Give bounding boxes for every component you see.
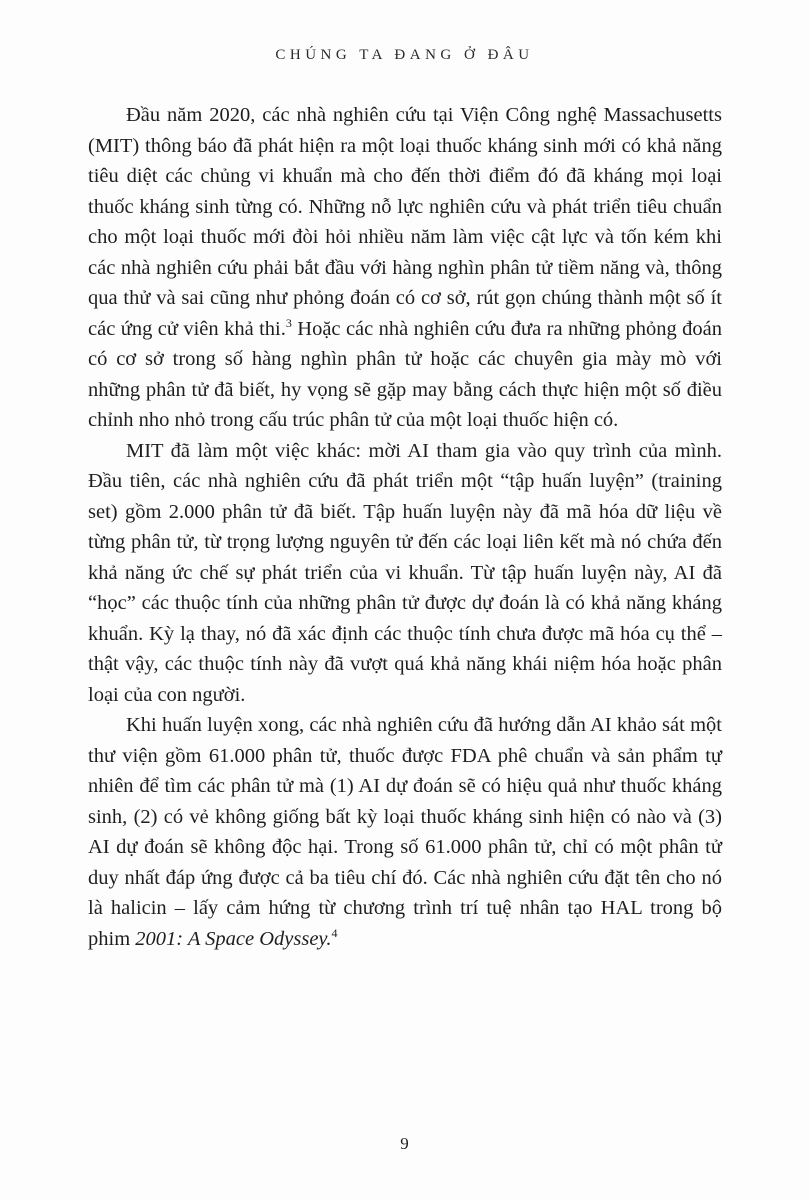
text-run: Hoặc các nhà nghiên cứu đưa ra những phỏng đoán có cơ sở trong số hàng nghìn phân tử hoặc các chuyên gia mày mò với những phân tử đã biết, hy vọng sẽ gặp may bằng cách thực hiện một số điều chỉnh nho nhỏ trong cấu trúc phân tử của một loại thuốc hiện có. (88, 317, 723, 431)
text-run: MIT đã làm một việc khác: mời AI tham gia vào quy trình của mình. Đầu tiên, các nhà nghiên cứu đã phát triển một “tập huấn luyện” (training set) gồm 2.000 phân tử đã biết. Tập huấn luyện này đã mã hóa dữ liệu về từng phân tử, từ trọng lượng nguyên tử đến các loại liên kết mà nó chứa đến khả năng ức chế sự phát triển của vi khuẩn. Từ tập huấn luyện này, AI đã “học” các thuộc tính của những phân tử được dự đoán là có khả năng kháng khuẩn. Kỳ lạ thay, nó đã xác định các thuộc tính chưa được mã hóa cụ thể – thật vậy, các thuộc tính này đã vượt quá khả năng khái niệm hóa hoặc phân loại của con người. (88, 439, 722, 706)
paragraph (88, 710, 722, 954)
text-run: 2001: A Space Odyssey. (135, 927, 332, 950)
text-run: Khi huấn luyện xong, các nhà nghiên cứu đã hướng dẫn AI khảo sát một thư viện gồm 61.000 phân tử, thuốc được FDA phê chuẩn và sản phẩm tự nhiên để tìm các phân tử mà (1) AI dự đoán sẽ có hiệu quả như thuốc kháng sinh, (2) có vẻ không giống bất kỳ loại thuốc kháng sinh hiện có nào và (3) AI dự đoán sẽ không độc hại. Trong số 61.000 phân tử, chỉ có một phân tử duy nhất đáp ứng được cả ba tiêu chí đó. Các nhà nghiên cứu đặt tên cho nó là halicin – lấy cảm hứng từ chương trình trí tuệ nhân tạo HAL trong bộ phim (88, 714, 722, 950)
footnote-marker: 3 (285, 315, 292, 330)
page-number: 9 (400, 1134, 409, 1153)
paragraph (88, 100, 722, 436)
text-run: Đầu năm 2020, các nhà nghiên cứu tại Viện Công nghệ Massachusetts (MIT) thông báo đã phát hiện ra một loại thuốc kháng sinh mới có khả năng tiêu diệt các chủng vi khuẩn mà cho đến thời điểm đó đã kháng mọi loại thuốc kháng sinh từng có. Những nỗ lực nghiên cứu và phát triển tiêu chuẩn cho một loại thuốc mới đòi hỏi nhiều năm làm việc cật lực và tốn kém khi các nhà nghiên cứu phải bắt đầu với hàng nghìn phân tử tiềm năng và, thông qua thử và sai cũng như phỏng đoán có cơ sở, rút gọn chúng thành một số ít các ứng cử viên khả thi. (88, 104, 722, 340)
running-header: CHÚNG TA ĐANG Ở ĐÂU (275, 47, 534, 63)
footnote-marker: 4 (331, 925, 338, 940)
page-content (88, 100, 722, 954)
paragraph (88, 436, 722, 711)
